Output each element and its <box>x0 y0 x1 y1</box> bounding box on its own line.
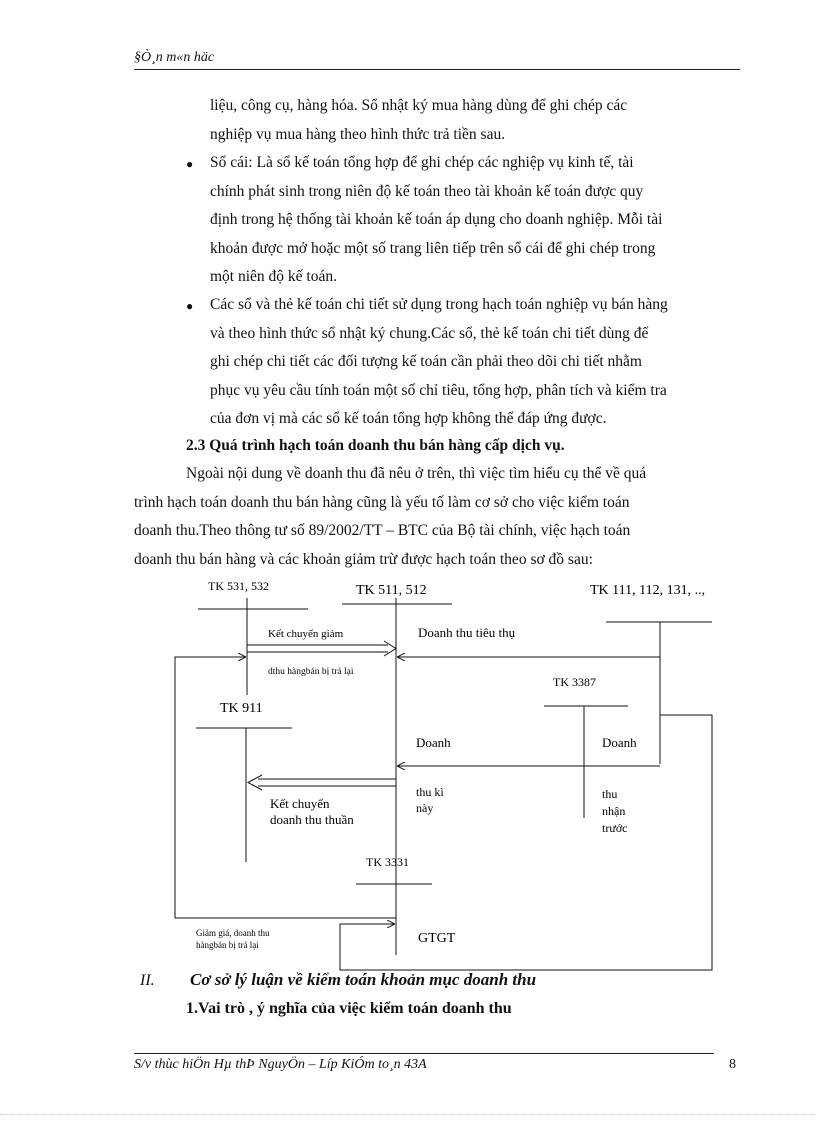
running-header: §Ò¸n m«n häc <box>134 50 215 65</box>
discount-flow-line <box>175 657 396 918</box>
body-line: ghi chép chi tiết các đối tượng kế toán cần phải theo dõi chi tiết nhằm <box>210 353 642 370</box>
body-line: doanh thu bán hàng và các khoản giảm trừ được hạch toán theo sơ đồ sau: <box>134 551 593 568</box>
section-title: Cơ sở lý luận về kiểm toán khoản mục doanh thu <box>190 970 537 989</box>
body-line: doanh thu.Theo thông tư số 89/2002/TT – BTC của Bộ tài chính, việc hạch toán <box>134 522 631 539</box>
sales-revenue-label: Doanh thu tiêu thụ <box>418 625 516 640</box>
body-line: Ngoài nội dung về doanh thu đã nêu ở trên, thì việc tìm hiểu cụ thể về quá <box>186 465 647 482</box>
revenue-label-left: Doanh <box>416 735 451 750</box>
tk531-label: TK 531, 532 <box>208 579 269 593</box>
running-footer: S/v thùc hiÖn Hµ thÞ NguyÖn – Líp KiÓm to¸n 43A <box>134 1057 427 1072</box>
bullet-icon: ● <box>186 299 194 313</box>
footer-rule <box>134 1053 714 1054</box>
body-line: nghiệp vụ mua hàng theo hình thức trả tiền sau. <box>210 126 506 143</box>
prepaid-label-1: thu <box>602 787 618 801</box>
revenue-label-right: Doanh <box>602 735 637 750</box>
prepaid-label-3: trước <box>602 821 628 835</box>
body-line: của đơn vị mà các sổ kế toán tổng hợp không thể đáp ứng được. <box>210 410 607 427</box>
tk111-label: TK 111, 112, 131, .., <box>590 583 706 598</box>
body-line: chính phát sinh trong niên độ kế toán theo tài khoản kế toán được quy <box>210 183 644 200</box>
section-heading: 2.3 Quá trình hạch toán doanh thu bán hàng cấp dịch vụ. <box>186 437 565 454</box>
net-transfer-label-1: Kết chuyển <box>270 796 330 811</box>
transfer-label: Kết chuyển giảm <box>268 628 344 640</box>
body-line: Các sổ và thẻ kế toán chi tiết sử dụng trong hạch toán nghiệp vụ bán hàng <box>210 296 668 313</box>
page-number: 8 <box>729 1057 736 1072</box>
body-line: Sổ cái: Là sổ kế toán tổng hợp để ghi chép các nghiệp vụ kinh tế, tài <box>210 154 634 171</box>
this-period-label-2: này <box>416 801 434 815</box>
body-line: một niên độ kế toán. <box>210 268 337 285</box>
tk3387-label: TK 3387 <box>553 675 596 689</box>
transfer-arrow-head <box>384 641 396 656</box>
body-line: định trong hệ thống tài khoản kế toán áp dụng cho doanh nghiệp. Mỗi tài <box>210 211 663 228</box>
bullet-icon: ● <box>186 157 194 171</box>
vat-label: GTGT <box>418 931 456 946</box>
page-edge <box>0 1114 816 1115</box>
tk911-label: TK 911 <box>220 701 263 716</box>
discount-label-2: hàngbán bị trả lại <box>196 940 259 950</box>
net-transfer-label-2: doanh thu thuần <box>270 812 354 827</box>
tk511-label: TK 511, 512 <box>356 583 427 598</box>
returned-goods-label: dthu hàngbán bị trả lại <box>268 667 354 677</box>
section-number: II. <box>140 972 155 989</box>
tk3331-label: TK 3331 <box>366 855 409 869</box>
body-line: và theo hình thức sổ nhật ký chung.Các sổ, thẻ kế toán chi tiết dùng để <box>210 325 649 342</box>
this-period-label: thu kì <box>416 785 444 799</box>
discount-label-1: Giảm giá, doanh thu <box>196 928 270 938</box>
net-transfer-head <box>248 775 262 790</box>
body-line: liệu, công cụ, hàng hóa. Sổ nhật ký mua hàng dùng để ghi chép các <box>210 97 628 114</box>
subsection-title: 1.Vai trò , ý nghĩa của việc kiểm toán doanh thu <box>186 1000 512 1017</box>
prepaid-label-2: nhận <box>602 804 626 818</box>
body-line: khoản được mở hoặc một số trang liên tiếp trên sổ cái để ghi chép trong <box>210 240 656 257</box>
body-line: phục vụ yêu cầu tính toán một số chỉ tiêu, tổng hợp, phân tích và kiểm tra <box>210 382 667 399</box>
body-line: trình hạch toán doanh thu bán hàng cũng là yếu tố làm cơ sở cho việc kiểm toán <box>134 494 630 511</box>
